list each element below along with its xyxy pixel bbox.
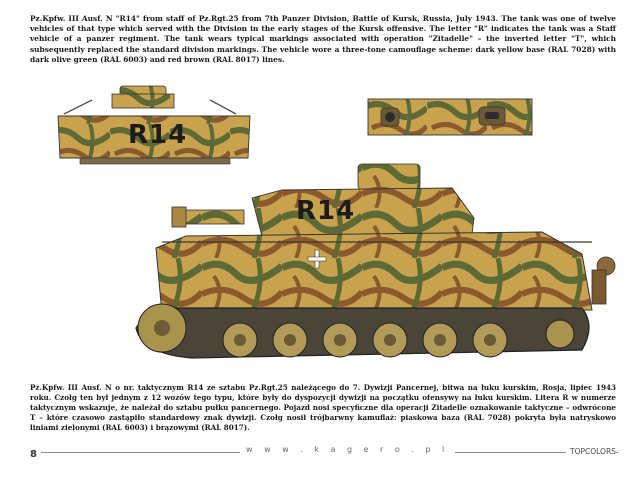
turret-rear-view [367, 98, 533, 136]
turret-number-side: R14 [296, 196, 356, 226]
website-link[interactable]: w w w . k a g e r o . p l [240, 445, 455, 454]
caption-english: Pz.Kpfw. III Ausf. N "R14" from staff of Pz.Rgt.25 from 7th Panzer Division, Battle of Kursk, Russia, July 1943. The tank was one of twelve vehicles of that type which served with the Division in the early stages of the Kursk offensive. The letter "R" indicates the tank was a Staff vehicle of a panzer regiment. The tank wears typical markings associated with operation "Zitadelle" – the inverted letter "T", which subsequently replaced the standard division markings. The vehicle wore a three-tone camouflage scheme: dark yellow base (RAL 7028) with dark olive green (RAL 6003) and red brown (RAL 8017) lines. [30, 14, 616, 64]
tank-side-profile [122, 158, 620, 380]
page-number: 8 [30, 449, 41, 460]
turret-number-top: R14 [128, 120, 188, 150]
caption-polish: Pz.Kpfw. III Ausf. N o nr. taktycznym R14 ze sztabu Pz.Rgt.25 należącego do 7. Dywizji Pancernej, bitwa na łuku kurskim, Rosja, lipiec 1943 roku. Czołg ten był jednym z 12 wozów tego typu, które były do dyspozycji dywizji na początku ofensywy na łuku kurskim. Litera R w numerze taktycznym wskazuje, że należał do sztabu pułku pancernego. Pojazd nosi specyficzne dla operacji Zitadelle oznakowanie taktyczne – odwrócone T – które czasowo zastąpiło standardowy znak dywizji. Czołg nosił trójbarwny kamuflaż: piaskowa baza (RAL 7028) pokryta była natryskowo liniami zielonymi (RAL 6003) i brązowymi (RAL 8017). [30, 383, 616, 432]
series-brand: TOPCOLORS [566, 447, 616, 456]
